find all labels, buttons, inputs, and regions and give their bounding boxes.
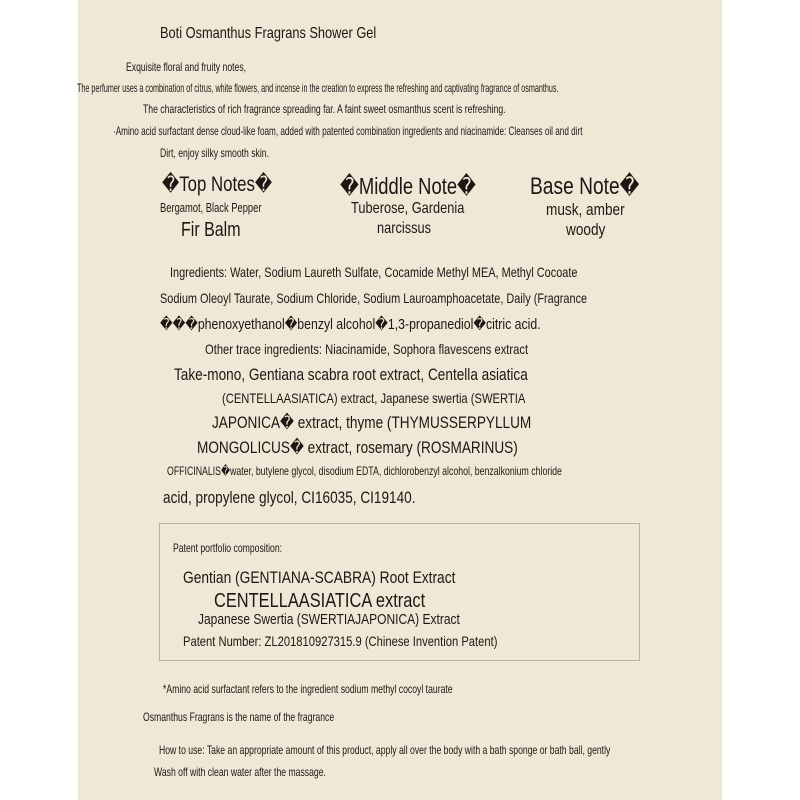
ingredients-line-2: Sodium Oleoyl Taurate, Sodium Chloride, Sodium Lauroamphoacetate, Daily (Fragrance	[160, 290, 588, 306]
ingredients-line-6: (CENTELLAASIATICA) extract, Japanese swertia (SWERTIA	[222, 390, 526, 406]
base-notes-line-2: woody	[566, 220, 606, 239]
ingredients-line-5: Take-mono, Gentiana scabra root extract, Centella asiatica	[174, 365, 528, 384]
usage-line-2: Wash off with clean water after the massage.	[154, 765, 326, 779]
product-title: Boti Osmanthus Fragrans Shower Gel	[160, 25, 377, 42]
patent-item-2: CENTELLAASIATICA extract	[214, 590, 426, 612]
intro-line-4: ·Amino acid surfactant dense cloud-like foam, added with patented combination ingredients and niacinamide: Cleanses oil and dirt	[113, 124, 583, 138]
intro-line-5: Dirt, enjoy silky smooth skin.	[160, 146, 270, 160]
ingredients-line-4: Other trace ingredients: Niacinamide, Sophora flavescens extract	[205, 341, 529, 357]
patent-number: Patent Number: ZL201810927315.9 (Chinese Invention Patent)	[183, 633, 498, 649]
ingredients-line-3: ���phenoxyethanol�benzyl alcohol�1,3-propanediol�citric acid.	[160, 316, 541, 333]
top-notes-title: �Top Notes�	[162, 173, 273, 196]
middle-notes-line-2: narcissus	[377, 220, 432, 237]
ingredients-line-9: OFFICINALIS�water, butylene glycol, disodium EDTA, dichlorobenzyl alcohol, benzalkonium chloride	[167, 464, 562, 478]
top-notes-line-1: Bergamot, Black Pepper	[160, 200, 262, 215]
ingredients-line-1: Ingredients: Water, Sodium Laureth Sulfate, Cocamide Methyl MEA, Methyl Cocoate	[170, 264, 578, 280]
base-notes-title: Base Note�	[530, 173, 640, 200]
intro-line-3: The characteristics of rich fragrance spreading far. A faint sweet osmanthus scent is refreshing.	[143, 102, 506, 116]
usage-line-1: How to use: Take an appropriate amount of this product, apply all over the body with a bath sponge or bath ball, gently	[159, 743, 611, 757]
ingredients-line-10: acid, propylene glycol, CI16035, CI19140.	[163, 488, 416, 507]
footnote-2: Osmanthus Fragrans is the name of the fragrance	[143, 710, 335, 724]
ingredients-line-8: MONGOLICUS� extract, rosemary (ROSMARINUS)	[197, 438, 518, 457]
intro-line-1: Exquisite floral and fruity notes,	[126, 60, 247, 74]
intro-line-2: The perfumer uses a combination of citrus, white flowers, and incense in the creation to express the refreshing and captivating fragrance of osmanthus.	[77, 81, 559, 95]
top-notes-line-2: Fir Balm	[181, 219, 241, 241]
base-notes-line-1: musk, amber	[546, 200, 625, 219]
footnote-1: *Amino acid surfactant refers to the ingredient sodium methyl cocoyl taurate	[163, 682, 453, 696]
patent-item-1: Gentian (GENTIANA-SCABRA) Root Extract	[183, 568, 456, 587]
middle-notes-title: �Middle Note�	[340, 173, 476, 199]
patent-heading: Patent portfolio composition:	[173, 541, 283, 555]
patent-item-3: Japanese Swertia (SWERTIAJAPONICA) Extract	[198, 611, 460, 628]
middle-notes-line-1: Tuberose, Gardenia	[351, 200, 465, 217]
ingredients-line-7: JAPONICA� extract, thyme (THYMUSSERPYLLUM	[212, 413, 532, 432]
